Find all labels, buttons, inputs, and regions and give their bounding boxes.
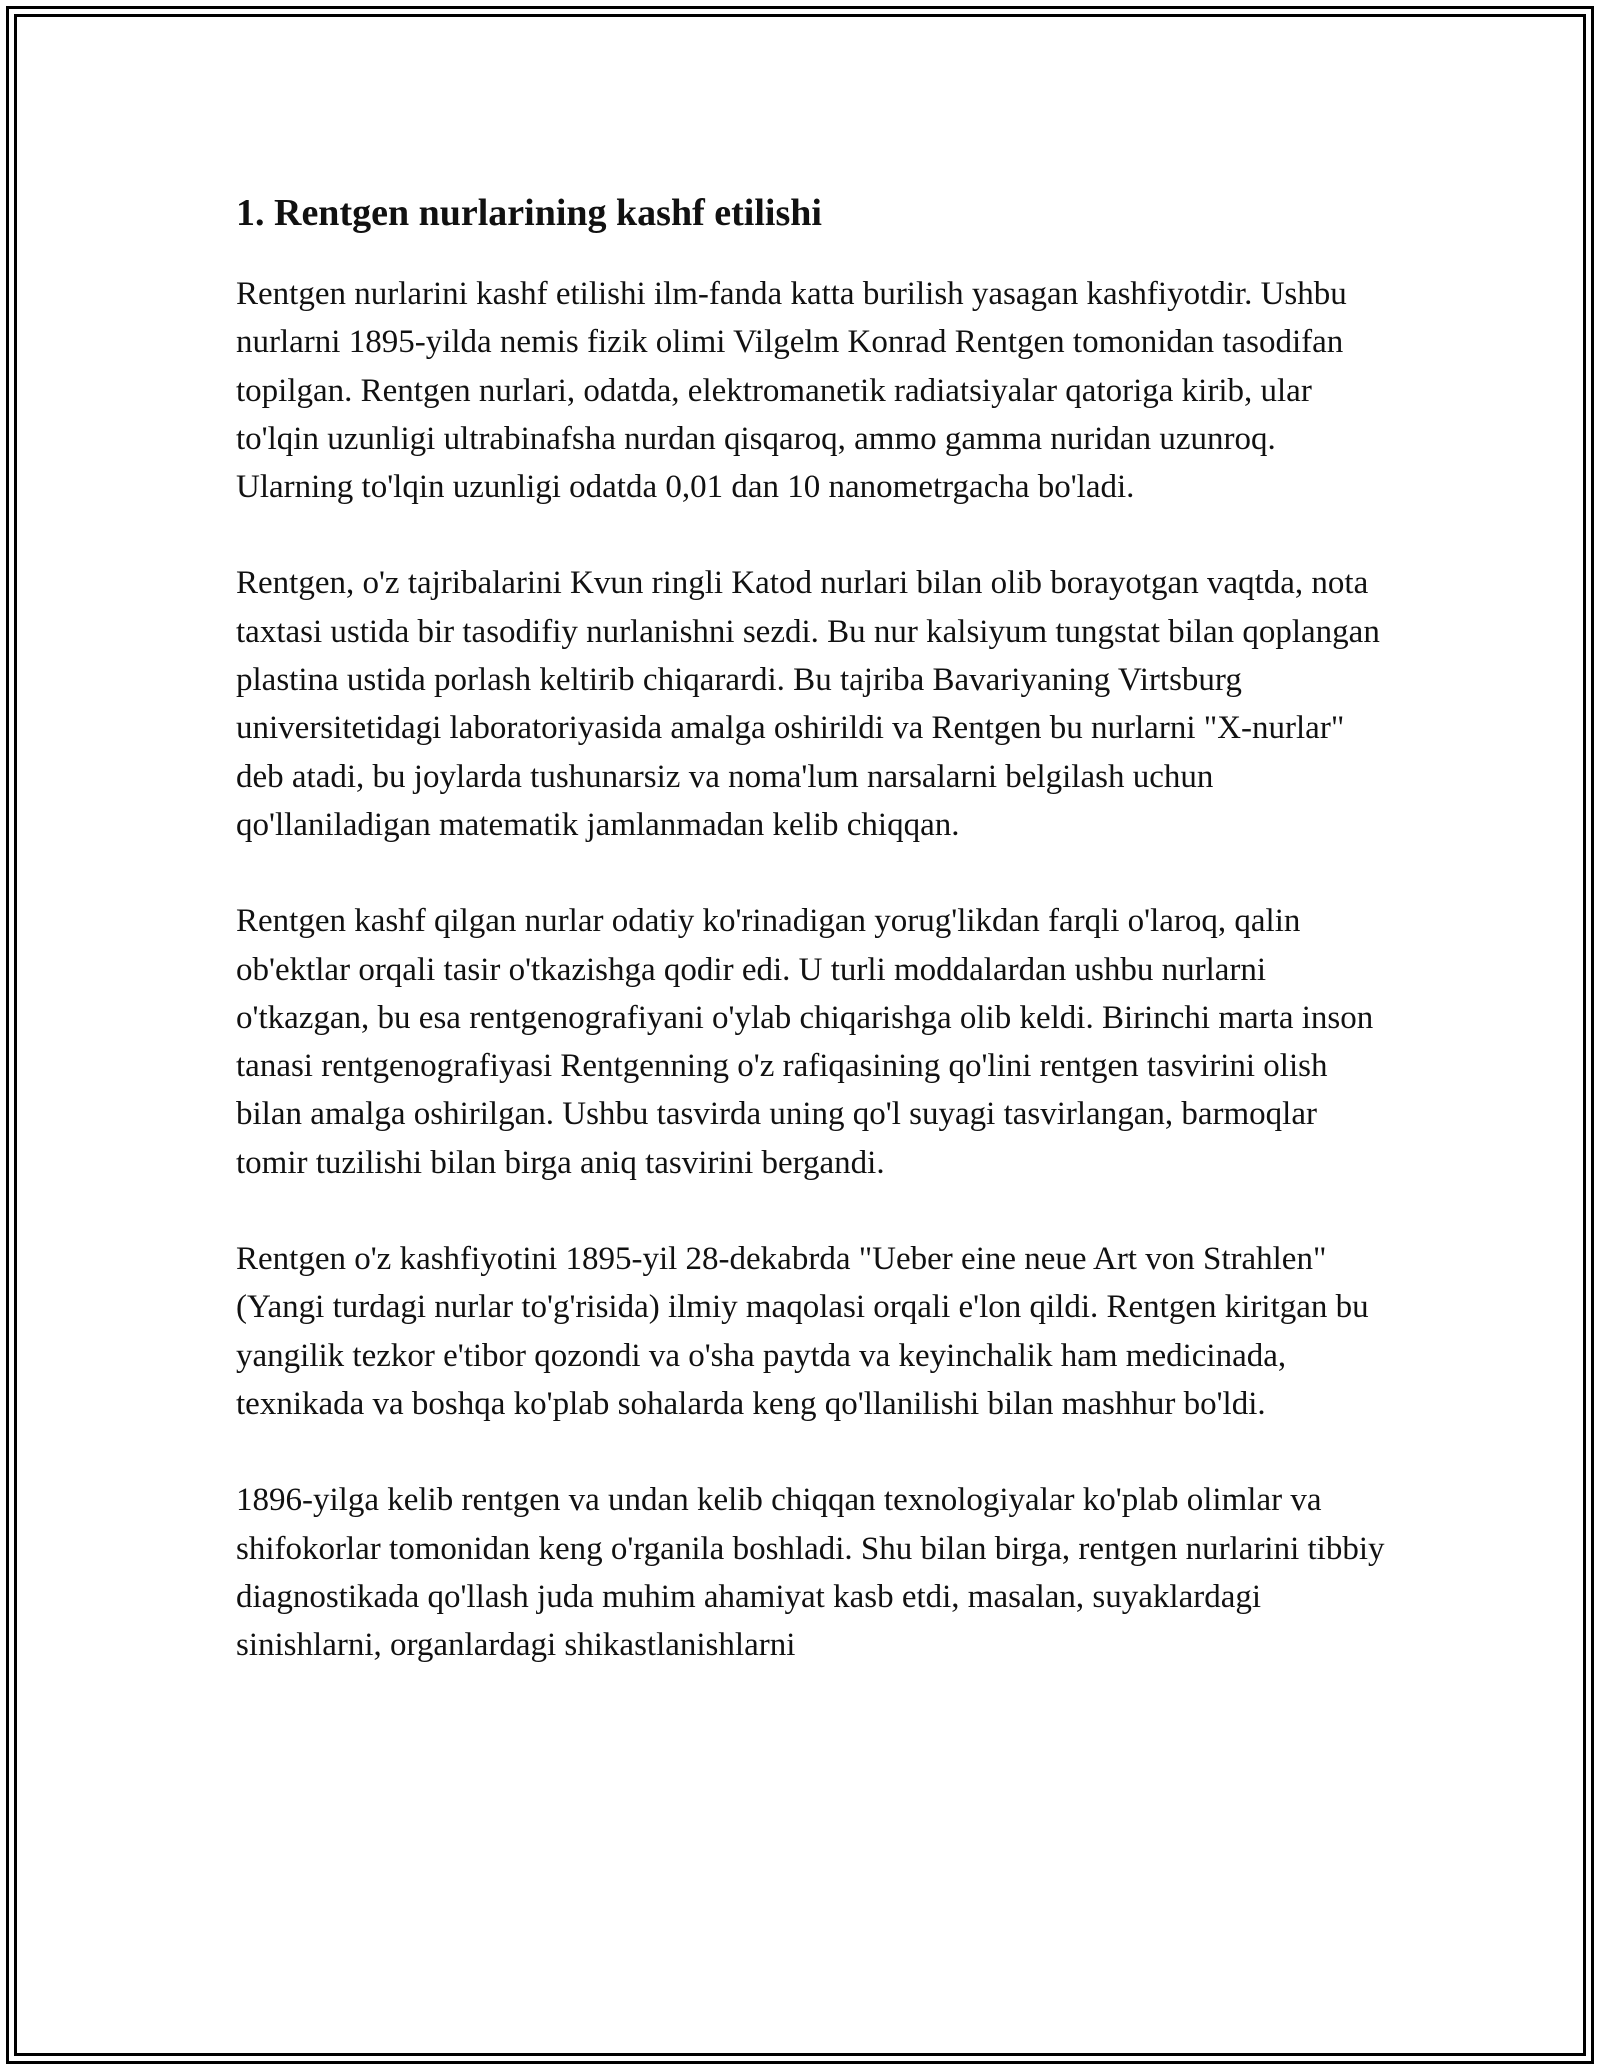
paragraph-4: Rentgen o'z kashfiyotini 1895-yil 28-dekabrda "Ueber eine neue Art von Strahlen" (Yangi turdagi nurlar to'g'risida) ilmiy maqolasi orqali e'lon qildi. Rentgen kiritgan bu yangilik tezkor e'tibor qozondi va o'sha paytda va keyinchalik ham medicinada, texnikada va boshqa ko'plab sohalarda keng qo'llanilishi bilan mashhur bo'ldi.: [236, 1241, 1369, 1422]
paragraph-3: Rentgen kashf qilgan nurlar odatiy ko'rinadigan yorug'likdan farqli o'laroq, qalin ob'ektlar orqali tasir o'tkazishga qodir edi. U turli moddalardan ushbu nurlarni o'tkazgan, bu esa rentgenografiyani o'ylab chiqarishga olib keldi. Birinchi marta inson tanasi rentgenografiyasi Rentgenning o'z rafiqasining qo'lini rentgen tasvirini olish bilan amalga oshirilgan. Ushbu tasvirda uning qo'l suyagi tasvirlangan, barmoqlar tomir tuzilishi bilan birga aniq tasvirini bergandi.: [236, 903, 1374, 1181]
document-body: [236, 186, 1396, 1717]
paragraph-2: Rentgen, o'z tajribalarini Kvun ringli Katod nurlari bilan olib borayotgan vaqtda, nota taxtasi ustida bir tasodifiy nurlanishni sezdi. Bu nur kalsiyum tungstat bilan qoplangan plastina ustida porlash keltirib chiqarardi. Bu tajriba Bavariyaning Virtsburg universitetidagi laboratoriyasida amalga oshirildi va Rentgen bu nurlarni "X-nurlar" deb atadi, bu joylarda tushunarsiz va noma'lum narsalarni belgilash uchun qo'llaniladigan matematik jamlanmadan kelib chiqqan.: [236, 565, 1380, 843]
paragraph-5: 1896-yilga kelib rentgen va undan kelib chiqqan texnologiyalar ko'plab olimlar va shifokorlar tomonidan keng o'rganila boshladi. Shu bilan birga, rentgen nurlarini tibbiy diagnostikada qo'llash juda muhim ahamiyat kasb etdi, masalan, suyaklardagi sinishlarni, organlardagi shikastlanishlarni: [236, 1482, 1385, 1664]
paragraph-1: Rentgen nurlarini kashf etilishi ilm-fanda katta burilish yasagan kashfiyotdir. Ushbu nurlarni 1895-yilda nemis fizik olimi Vilgelm Konrad Rentgen tomonidan tasodifan topilgan. Rentgen nurlari, odatda, elektromanetik radiatsiyalar qatoriga kirib, ular to'lqin uzunligi ultrabinafsha nurdan qisqaroq, ammo gamma nuridan uzunroq. Ularning to'lqin uzunligi odatda 0,01 dan 10 nanometrgacha bo'ladi.: [236, 276, 1347, 506]
section-heading: 1. Rentgen nurlarining kashf etilishi: [236, 192, 822, 234]
